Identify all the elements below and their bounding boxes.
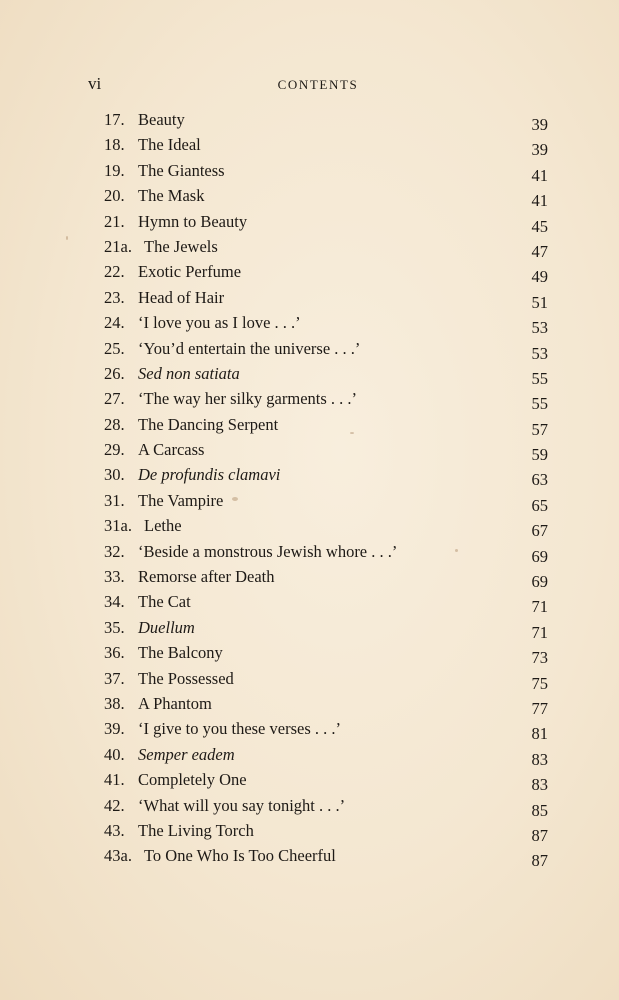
paper-speck [350, 432, 354, 434]
toc-entry [104, 666, 548, 691]
entry-title: Lethe [144, 516, 182, 536]
toc-entry [104, 437, 548, 465]
entry-page-number: 83 [531, 775, 548, 795]
entry-number: 21. [104, 211, 125, 231]
entry-page-number: 45 [531, 216, 548, 236]
toc-entry [104, 640, 548, 668]
toc-entry [104, 589, 548, 617]
contents-list [104, 107, 548, 869]
entry-page-number: 71 [531, 597, 548, 617]
entry-number: 32. [104, 541, 125, 561]
entry-page-number: 55 [531, 368, 548, 388]
toc-entry [104, 843, 548, 871]
entry-number: 31. [104, 490, 125, 510]
entry-page-number: 65 [531, 495, 548, 515]
entry-title: ‘What will you say tonight . . .’ [138, 795, 346, 815]
entry-page-number: 67 [531, 521, 548, 541]
entry-page-number: 53 [531, 318, 548, 338]
toc-entry [104, 818, 548, 843]
running-head [88, 74, 548, 98]
toc-entry [104, 132, 548, 160]
entry-page-number: 77 [531, 698, 548, 718]
entry-title: The Ideal [138, 135, 201, 155]
entry-title: The Possessed [138, 668, 234, 688]
entry-title: Semper eadem [138, 744, 235, 764]
entry-title: Sed non satiata [138, 363, 240, 383]
entry-page-number: 55 [531, 394, 548, 414]
entry-number: 35. [104, 617, 125, 637]
entry-title: A Phantom [138, 693, 212, 713]
paper-speck [66, 236, 68, 240]
entry-number: 22. [104, 262, 125, 282]
entry-page-number: 87 [531, 851, 548, 871]
entry-title: Completely One [138, 770, 247, 790]
entry-title: ‘I love you as I love . . .’ [138, 313, 301, 333]
entry-number: 29. [104, 440, 125, 460]
entry-page-number: 59 [531, 445, 548, 465]
entry-number: 17. [104, 110, 125, 129]
toc-entry [104, 488, 548, 513]
entry-title: Beauty [138, 110, 185, 129]
entry-number: 21a. [104, 236, 132, 256]
entry-title: The Mask [138, 186, 205, 206]
entry-page-number: 81 [531, 724, 548, 744]
entry-number: 36. [104, 643, 125, 663]
entry-number: 27. [104, 389, 125, 409]
toc-entry [104, 158, 548, 183]
entry-number: 20. [104, 186, 125, 206]
entry-title: Exotic Perfume [138, 262, 242, 282]
entry-page-number: 71 [531, 622, 548, 642]
section-title: CONTENTS [277, 77, 359, 92]
entry-page-number: 73 [531, 648, 548, 668]
entry-title: ‘You’d entertain the universe . . .’ [138, 338, 361, 358]
entry-number: 37. [104, 668, 125, 688]
entry-page-number: 69 [531, 546, 548, 566]
entry-title: Hymn to Beauty [138, 211, 248, 231]
entry-title: ‘Beside a monstrous Jewish whore . . .’ [138, 541, 398, 561]
entry-number: 33. [104, 567, 125, 587]
entry-number: 41. [104, 770, 125, 790]
toc-entry [104, 310, 548, 338]
entry-page-number: 49 [531, 267, 548, 287]
entry-number: 23. [104, 287, 125, 307]
entry-number: 19. [104, 160, 125, 180]
entry-number: 31a. [104, 516, 132, 536]
toc-entry [104, 539, 548, 564]
toc-entry [104, 259, 548, 287]
toc-entry [104, 742, 548, 767]
toc-entry [104, 691, 548, 716]
entry-title: The Giantess [138, 160, 225, 180]
entry-title: The Living Torch [138, 820, 254, 840]
entry-title: The Jewels [144, 236, 218, 256]
toc-entry [104, 564, 548, 592]
entry-page-number: 87 [531, 825, 548, 845]
entry-page-number: 53 [531, 343, 548, 363]
entry-title: The Balcony [138, 643, 223, 663]
entry-number: 26. [104, 363, 125, 383]
entry-page-number: 69 [531, 572, 548, 592]
entry-number: 40. [104, 744, 125, 764]
toc-entry [104, 361, 548, 386]
toc-entry [104, 513, 548, 541]
entry-number: 18. [104, 135, 125, 155]
entry-page-number: 85 [531, 800, 548, 820]
toc-entry [104, 336, 548, 361]
paper-speck [232, 497, 238, 501]
entry-page-number: 75 [531, 673, 548, 693]
entry-page-number: 41 [531, 191, 548, 211]
toc-entry [104, 285, 548, 310]
entry-number: 43. [104, 820, 125, 840]
entry-title: ‘I give to you these verses . . .’ [138, 719, 341, 739]
entry-number: 24. [104, 313, 125, 333]
toc-entry [104, 716, 548, 744]
toc-entry [104, 462, 548, 490]
entry-page-number: 41 [531, 165, 548, 185]
entry-number: 39. [104, 719, 125, 739]
entry-title: Duellum [138, 617, 195, 637]
entry-title: ‘The way her silky garments . . .’ [138, 389, 358, 409]
entry-page-number: 51 [531, 292, 548, 312]
entry-page-number: 63 [531, 470, 548, 490]
entry-page-number: 57 [531, 419, 548, 439]
entry-title: A Carcass [138, 440, 205, 460]
entry-number: 42. [104, 795, 125, 815]
entry-title: Remorse after Death [138, 567, 275, 587]
entry-number: 28. [104, 414, 125, 434]
entry-title: Head of Hair [138, 287, 225, 307]
toc-entry [104, 234, 548, 259]
entry-number: 30. [104, 465, 125, 485]
entry-title: To One Who Is Too Cheerful [144, 846, 336, 866]
entry-number: 34. [104, 592, 125, 612]
toc-entry [104, 183, 548, 211]
page-number: vi [88, 74, 102, 93]
entry-number: 38. [104, 693, 125, 713]
toc-entry [104, 793, 548, 818]
toc-entry [104, 615, 548, 640]
entry-page-number: 47 [531, 241, 548, 261]
entry-title: The Cat [138, 592, 191, 612]
entry-page-number: 83 [531, 749, 548, 769]
toc-entry [104, 767, 548, 795]
entry-title: The Dancing Serpent [138, 414, 279, 434]
entry-number: 25. [104, 338, 125, 358]
toc-entry [104, 209, 548, 234]
toc-entry [104, 107, 548, 132]
paper-speck [455, 549, 458, 552]
entry-number: 43a. [104, 846, 132, 866]
entry-page-number: 39 [531, 115, 548, 134]
toc-entry [104, 386, 548, 414]
entry-title: De profundis clamavi [138, 465, 281, 485]
toc-entry [104, 412, 548, 437]
entry-page-number: 39 [531, 140, 548, 160]
entry-title: The Vampire [138, 490, 224, 510]
